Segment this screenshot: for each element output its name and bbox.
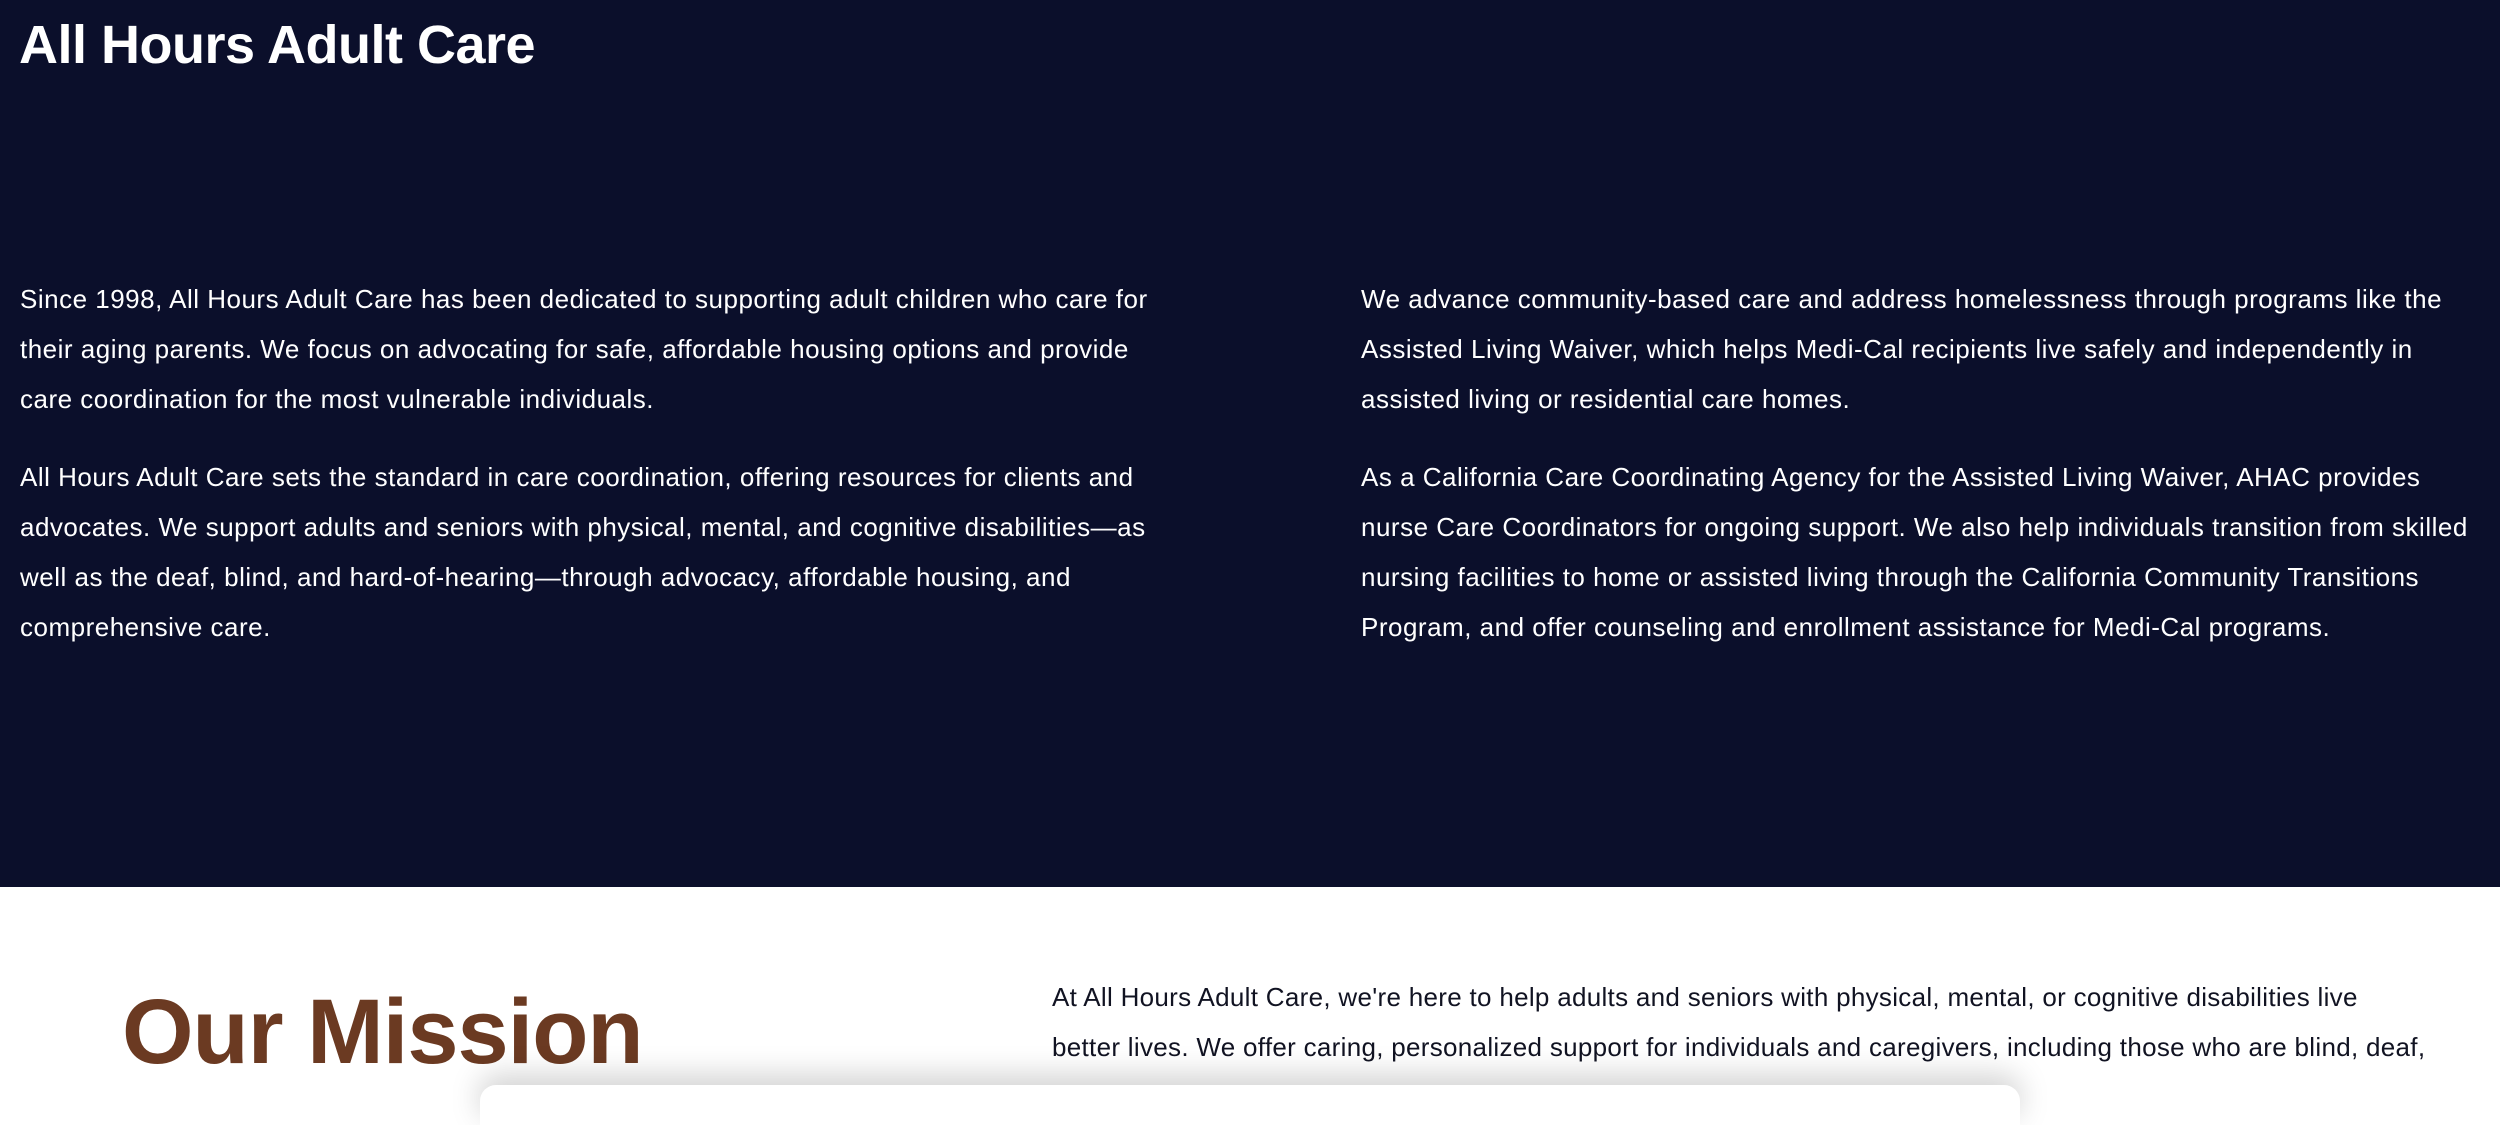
mission-text: At All Hours Adult Care, we're here to help adults and seniors with physical, mental, or cognitive disabilities live better lives. We offer caring, personalized support for individuals and caregivers, including those who are blind, deaf, xyxy=(1052,982,2426,1062)
intro-paragraph: As a California Care Coordinating Agency for the Assisted Living Waiver, AHAC provides nurse Care Coordinators for ongoing support. We also help individuals transition from skilled nursing facilities to home or assisted living through the California Community Transitions Program, and offer counseling and enrollment assistance for Medi-Cal programs. xyxy=(1361,462,2468,642)
site-title: All Hours Adult Care xyxy=(19,15,536,75)
intro-paragraph: We advance community-based care and address homelessness through programs like the Assisted Living Waiver, which helps Medi-Cal recipients live safely and independently in assisted living or residential care homes. xyxy=(1361,284,2443,414)
intro-paragraph: All Hours Adult Care sets the standard in care coordination, offering resources for clients and advocates. We support adults and seniors with physical, mental, and cognitive disabilities—as well as the deaf, blind, and hard-of-hearing—through advocacy, affordable housing, and comprehensive care. xyxy=(20,462,1146,642)
intro-left-column xyxy=(20,274,1160,680)
intro-paragraph: Since 1998, All Hours Adult Care has been dedicated to supporting adult children who care for their aging parents. We focus on advocating for safe, affordable housing options and provide care coordination for the most vulnerable individuals. xyxy=(20,284,1148,414)
mission-section xyxy=(0,887,2500,1095)
mission-title: Our Mission xyxy=(122,981,643,1083)
mission-image-card xyxy=(480,1085,2020,1125)
intro-right-column xyxy=(1361,274,2491,680)
